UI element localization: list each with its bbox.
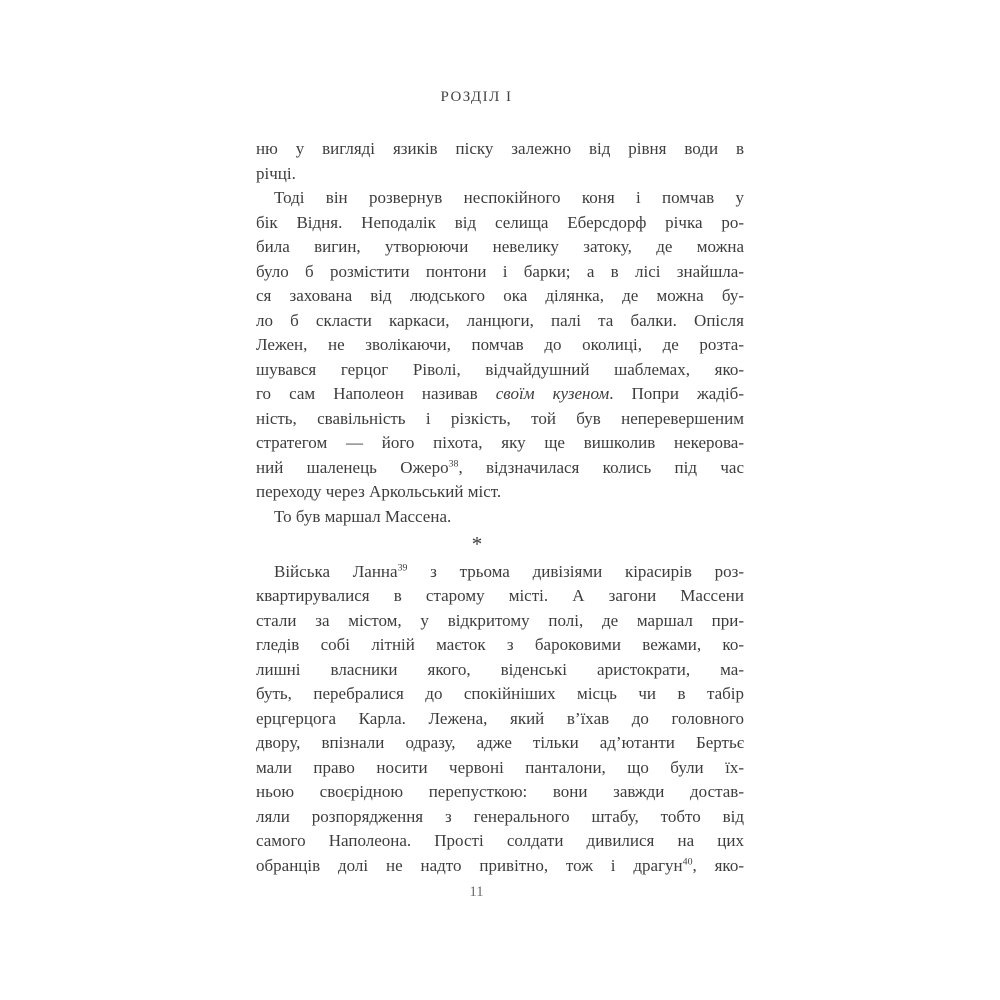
text-line: двору, впізнали одразу, адже тільки ад’ютанти Бертьє [256, 733, 744, 752]
text-line: Тоді він розвернув неспокійного коня і помчав у [274, 188, 744, 207]
text-block [256, 137, 744, 878]
text-line: мали право носити червоні панталони, що були їх- [256, 757, 744, 777]
text-line: Війська Ланна$^{39}$ з трьома дивізіями кірасирів роз- [274, 561, 744, 581]
text-line: річці. [256, 163, 296, 183]
text-line: шувався герцог Ріволі, відчайдушний шаблемах, яко- [256, 359, 744, 379]
text-line: ерцгерцога Карла. Лежена, який в’їхав до головного [256, 708, 744, 728]
text-line: стали за містом, у відкритому полі, де маршал при- [256, 610, 744, 630]
text-line: Лежен, не зволікаючи, помчав до околиці, де розта- [256, 335, 744, 354]
page-number: 11 [469, 884, 484, 900]
chapter-heading: РОЗДІЛ I [440, 89, 513, 105]
text-line: ляли розпорядження з генерального штабу, тобто від [256, 806, 744, 826]
section-separator: * [471, 532, 483, 556]
text-line: гледів собі літній маєток з бароковими вежами, ко- [256, 635, 744, 654]
text-line: бік Відня. Неподалік від селища Еберсдорф річка ро- [256, 212, 744, 232]
text-line: била вигин, утворюючи невелику затоку, де можна [256, 237, 744, 256]
text-line: переходу через Аркольський міст. [256, 482, 502, 501]
text-line: То був маршал Массена. [274, 506, 452, 526]
text-line: самого Наполеона. Прості солдати дивилися на цих [256, 831, 744, 850]
text-line: ньою своєрідною перепусткою: вони завжди достав- [256, 782, 744, 801]
text-line: ність, свавільність і різкість, той був неперевершеним [256, 408, 744, 428]
text-line: ний шаленець Ожеро$^{38}$, відзначилася колись під час [256, 457, 744, 477]
text-line: ся захована від людського ока ділянка, де можна бу- [256, 286, 744, 305]
text-line: буть, перебралися до спокійніших місць чи в табір [256, 684, 744, 703]
text-line: ло б скласти каркаси, ланцюги, палі та балки. Опісля [256, 310, 744, 330]
text-line: стратегом — його піхота, яку ще вишколив некерова- [256, 433, 744, 452]
text-line: обранців долі не надто привітно, тож і драгун$^{40}$, яко- [256, 855, 744, 875]
text-line: ню у вигляді язиків піску залежно від рівня води в [256, 139, 744, 158]
text-line: квартирувалися в старому місті. А загони Массени [256, 586, 744, 605]
text-line: лишні власники якого, віденські аристократи, ма- [256, 659, 744, 679]
text-line: го сам Наполеон називав своїм кузеном. Попри жадіб- [256, 384, 744, 403]
text-line: було б розмістити понтони і барки; а в лісі знайшла- [256, 261, 744, 281]
